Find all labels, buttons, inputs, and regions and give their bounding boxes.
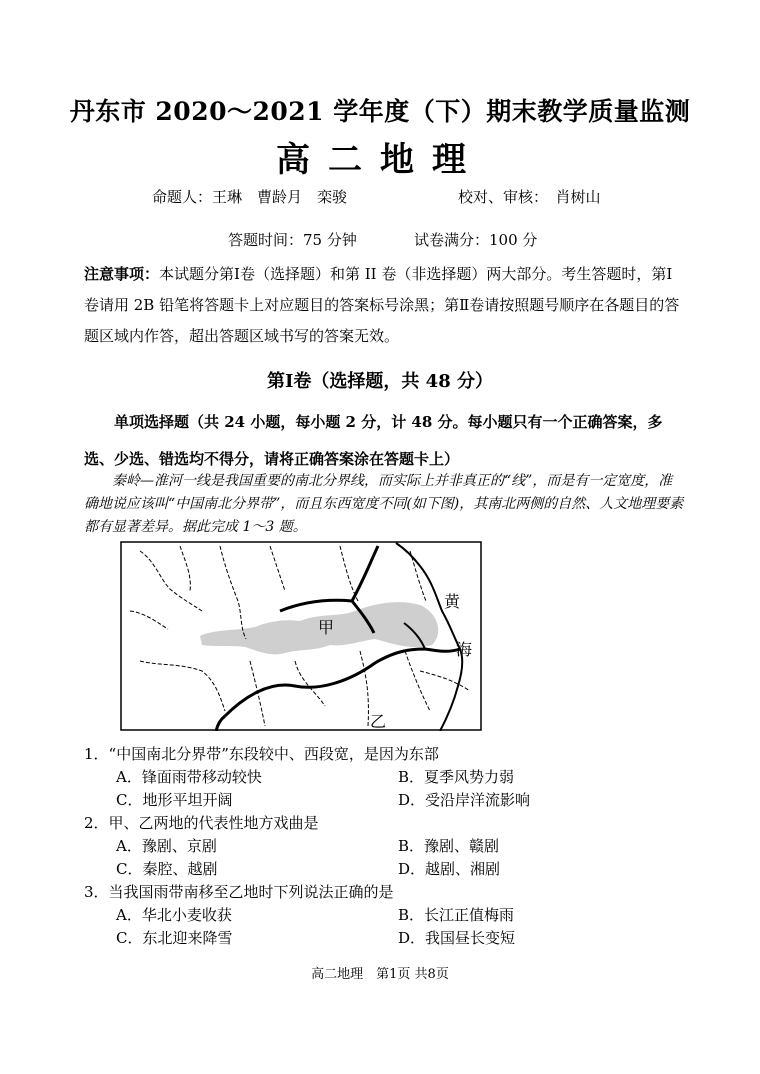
- notes-label: 注意事项：: [84, 265, 160, 283]
- q3-option-b: B．长江正值梅雨: [398, 906, 515, 924]
- exam-time: 答题时间：75 分钟: [228, 231, 357, 249]
- question-3: 3．当我国雨带南移至乙地时下列说法正确的是: [84, 883, 394, 901]
- q1-option-d: D．受沿岸洋流影响: [398, 791, 531, 809]
- q3-option-c: C．东北迎来降雪: [116, 929, 233, 947]
- q2-option-c: C．秦腔、越剧: [116, 860, 218, 878]
- exam-title: 丹东市 2020～2021 学年度（下）期末教学质量监测: [69, 97, 691, 126]
- section-title: 第Ⅰ卷（选择题，共 48 分）: [266, 371, 493, 392]
- q2-option-a: A．豫剧、京剧: [116, 837, 217, 855]
- map-label-hai: 海: [456, 640, 473, 659]
- page-footer: 高二地理 第1页 共8页: [311, 967, 449, 982]
- q2-option-b: B．豫剧、赣剧: [398, 837, 500, 855]
- subject-title: 高二地理: [276, 140, 484, 180]
- passage: 秦岭—淮河一线是我国重要的南北分界线，而实际上并非真正的“线”，而是有一定宽度，准确地说应该叫“中国南北分界带”，而且东西宽度不同(如下图)，其南北两侧的自然、人文地理要素都有显著差异。据此完成 1～3 题。: [84, 473, 684, 535]
- map-label-jia: 甲: [318, 618, 335, 637]
- q2-option-d: D．越剧、湘剧: [398, 860, 501, 878]
- q1-option-c: C．地形平坦开阔: [116, 791, 233, 809]
- question-2: 2．甲、乙两地的代表性地方戏曲是: [84, 814, 319, 832]
- notes-text: 本试题分第Ⅰ卷（选择题）和第 II 卷（非选择题）两大部分。考生答题时，第Ⅰ卷请用 2B 铅笔将答题卡上对应题目的答案标号涂黑；第Ⅱ卷请按照题号顺序在各题目的答题区域内作答，超出答题区域书写的答案无效。: [84, 265, 680, 345]
- question-1: 1．“中国南北分界带”东段较中、西段宽，是因为东部: [84, 745, 439, 763]
- q3-option-a: A．华北小麦收获: [116, 906, 232, 924]
- north-south-divide-map: [120, 541, 482, 731]
- exam-score: 试卷满分：100 分: [414, 231, 538, 249]
- authors: 命题人：王琳 曹龄月 栾骏: [152, 188, 348, 206]
- notes: [84, 259, 680, 352]
- q3-option-d: D．我国昼长变短: [398, 929, 516, 947]
- checker: 校对、审核： 肖树山: [458, 188, 601, 206]
- section-instructions: 单项选择题（共 24 小题，每小题 2 分，计 48 分。每小题只有一个正确答案，多选、少选、错选均不得分，请将正确答案涂在答题卡上）: [84, 413, 663, 468]
- map-label-huang: 黄: [444, 592, 461, 611]
- q1-option-b: B．夏季风势力弱: [398, 768, 515, 786]
- q1-option-a: A．锋面雨带移动较快: [116, 768, 262, 786]
- map-label-yi: 乙: [370, 712, 387, 731]
